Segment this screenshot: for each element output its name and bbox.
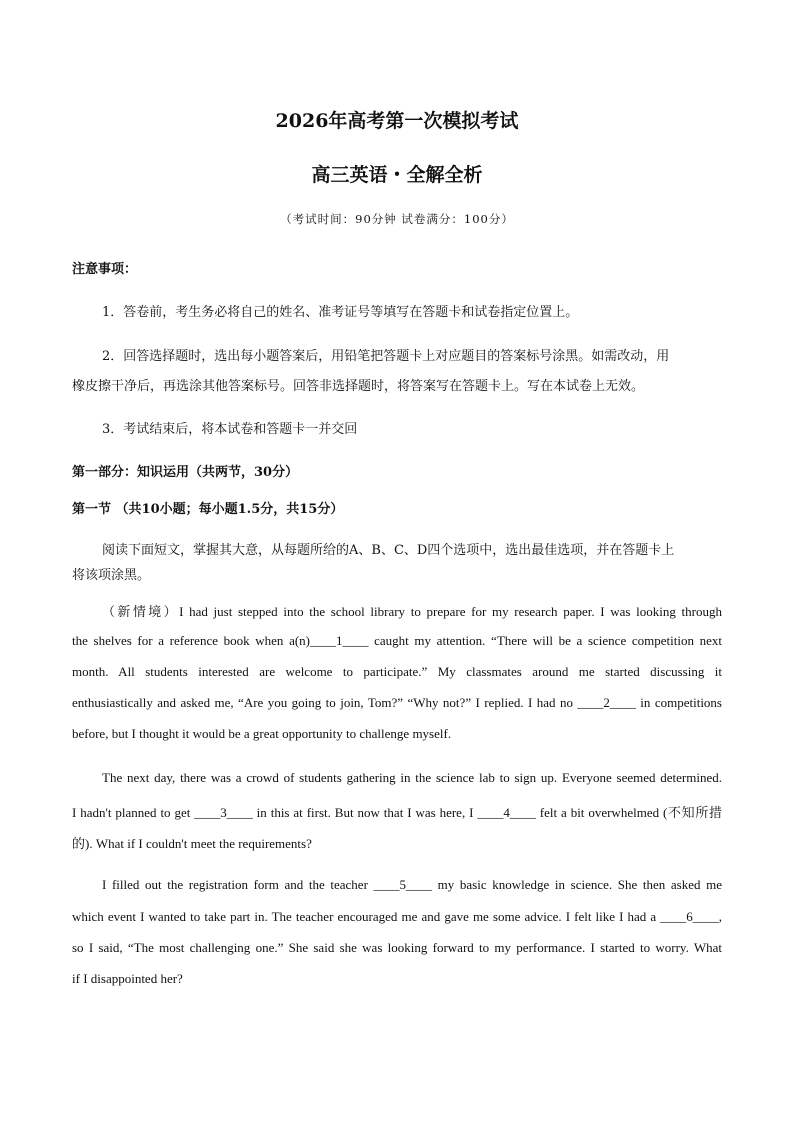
part1-heading: 第一部分：知识运用（共两节，30分） [72,465,299,480]
passage-line: month. All students interested are welcome to participate.” My classmates around me started discussing it [72,664,722,679]
section1-heading: 第一节 （共10小题；每小题1.5分，共15分） [72,502,344,517]
passage-line: which event I wanted to take part in. The teacher encouraged me and gave me some advice. I felt like I had a ____6____, [72,909,722,924]
passage-line: The next day, there was a crowd of students gathering in the science lab to sign up. Everyone seemed determined. [102,770,722,785]
notice-heading: 注意事项： [72,262,138,277]
passage-line: （新情境）I had just stepped into the school library to prepare for my research paper. I was looking through [102,604,722,619]
instruction-line-1: 阅读下面短文，掌握其大意，从每题所给的A、B、C、D四个选项中，选出最佳选项，并在答题卡上 [102,543,675,558]
passage-line: the shelves for a reference book when a(n)____1____ caught my attention. “There will be a science competition next [72,633,722,648]
exam-info: （考试时间：90分钟 试卷满分：100分） [280,212,514,226]
passage-line: enthusiastically and asked me, “Are you going to join, Tom?” “Why not?” I replied. I had no ____2____ in competitions [72,695,722,710]
passage-line: I filled out the registration form and the teacher ____5____ my basic knowledge in science. She then asked me [102,877,722,892]
passage-line: before, but I thought it would be a great opportunity to challenge myself. [72,726,452,741]
notice-item-2-line-2: 橡皮擦干净后，再选涂其他答案标号。回答非选择题时，将答案写在答题卡上。写在本试卷上无效。 [72,379,645,394]
notice-item-1: 1．答卷前，考生务必将自己的姓名、准考证号等填写在答题卡和试卷指定位置上。 [102,305,579,320]
notice-item-3: 3．考试结束后，将本试卷和答题卡一并交回 [102,422,358,437]
notice-item-2-line-1: 2．回答选择题时，选出每小题答案后，用铅笔把答题卡上对应题目的答案标号涂黑。如需改动，用 [102,349,670,364]
exam-subtitle: 高三英语・全解全析 [311,164,483,186]
passage-line: 的). What if I couldn't meet the requirements? [72,836,312,851]
instruction-line-2: 将该项涂黑。 [72,568,151,583]
passage-line: if I disappointed her? [72,971,183,986]
exam-title: 2026年高考第一次模拟考试 [275,110,519,132]
passage-line: I hadn't planned to get ____3____ in this at first. But now that I was here, I ____4____ felt a bit overwhelmed (不知所措 [72,805,722,820]
passage-line: so I said, “The most challenging one.” She said she was looking forward to my performance. I started to worry. What [72,940,722,955]
